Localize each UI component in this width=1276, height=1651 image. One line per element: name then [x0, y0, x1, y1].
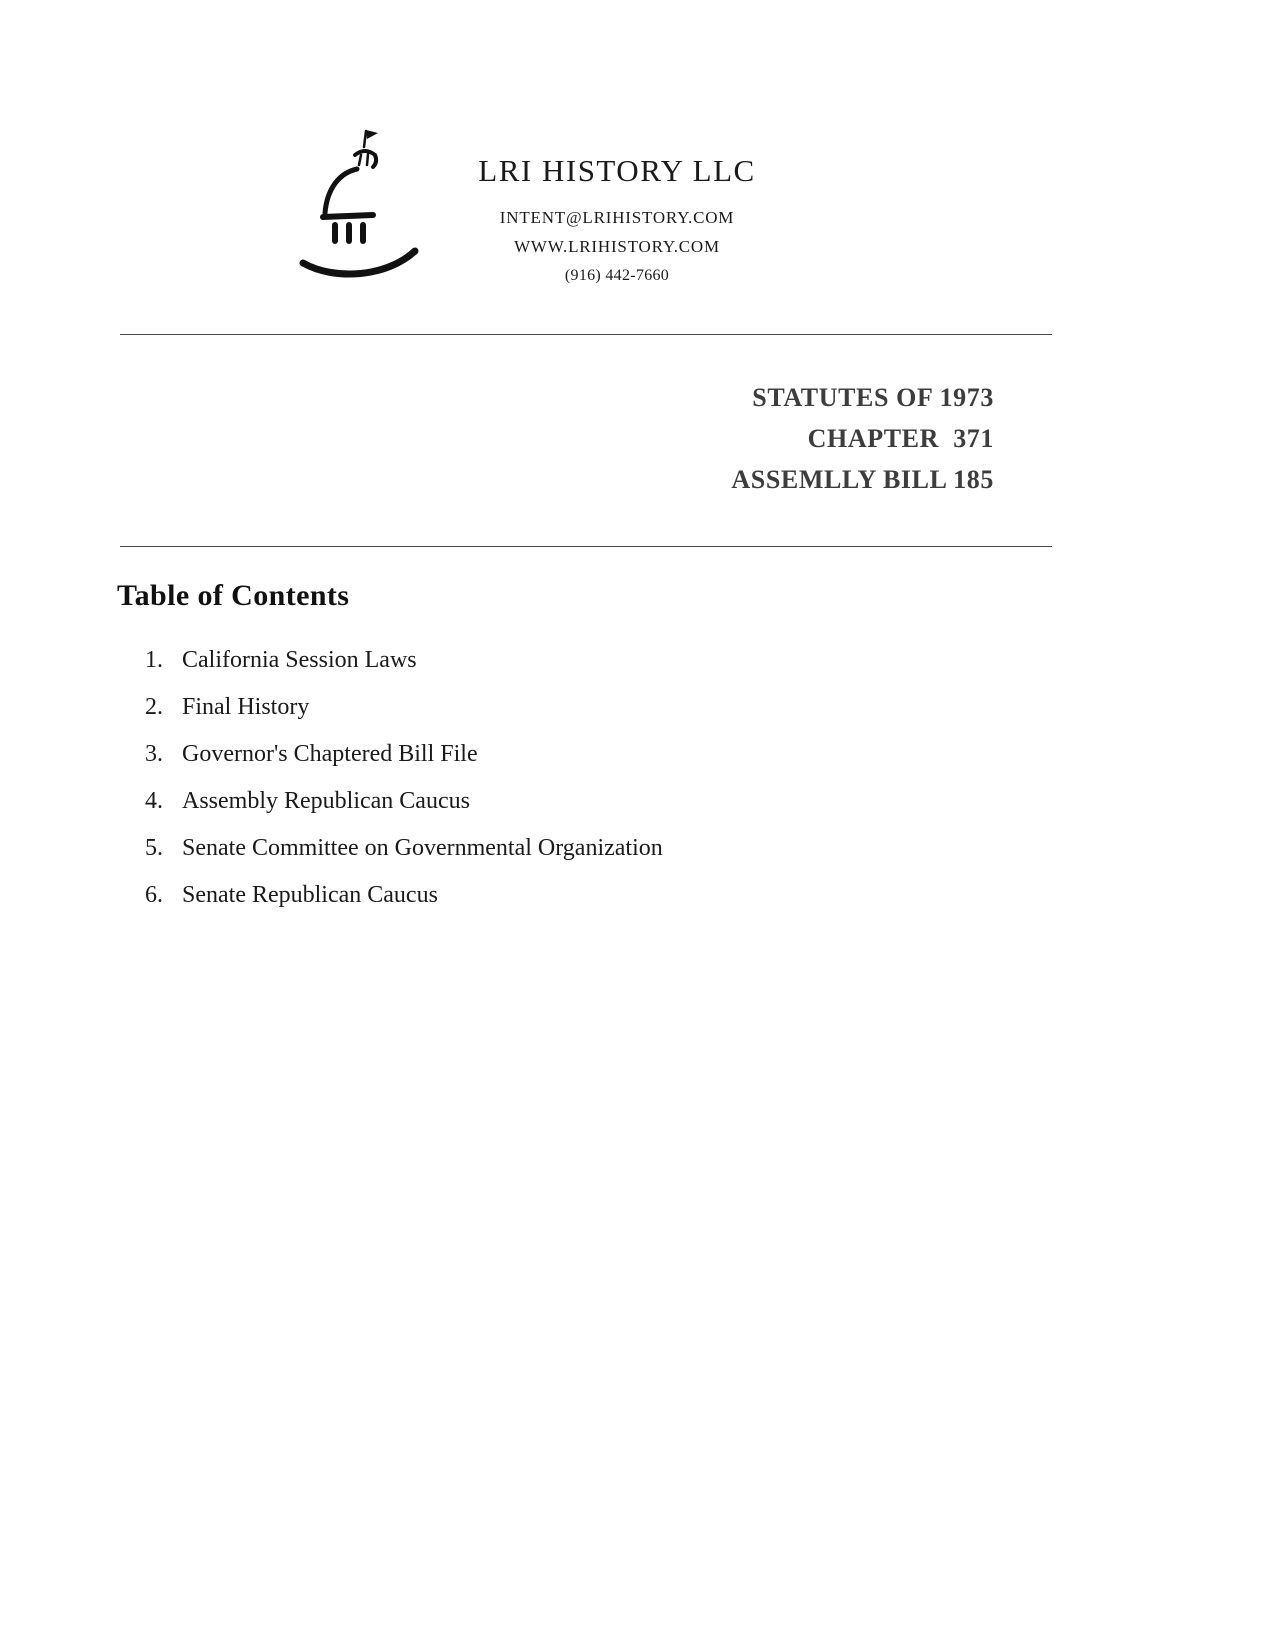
assembly-bill-line: ASSEMLLY BILL 185 — [731, 465, 994, 494]
toc-item-label: Assembly Republican Caucus — [182, 788, 470, 814]
chapter-line: CHAPTER 371 — [807, 424, 994, 453]
toc-item — [145, 741, 1276, 767]
toc-item-number: 1. — [145, 647, 163, 673]
toc-item-label: Senate Committee on Governmental Organization — [182, 835, 663, 861]
toc-list — [145, 647, 1276, 908]
toc-item-label: Final History — [182, 694, 310, 720]
letterhead — [295, 125, 1276, 290]
toc-item — [145, 694, 1276, 720]
capitol-building-icon — [295, 125, 435, 285]
company-website: WWW.LRIHISTORY.COM — [514, 237, 720, 256]
toc-item-number: 2. — [145, 694, 163, 720]
company-phone: (916) 442-7660 — [564, 267, 670, 284]
statutes-year-line: STATUTES OF 1973 — [752, 383, 994, 412]
toc-item-label: Governor's Chaptered Bill File — [182, 741, 478, 767]
divider-bottom — [120, 546, 1052, 547]
toc-item-number: 4. — [145, 788, 163, 814]
toc-item — [145, 788, 1276, 814]
toc-item — [145, 647, 1276, 673]
toc-item — [145, 835, 1276, 861]
toc-item-number: 5. — [145, 835, 163, 861]
toc-item-label: California Session Laws — [182, 647, 417, 673]
toc-item-number: 6. — [145, 882, 163, 908]
company-email: INTENT@LRIHISTORY.COM — [499, 208, 735, 227]
company-name: LRI HISTORY LLC — [478, 153, 756, 188]
statute-title-block — [0, 377, 1276, 500]
letterhead-contact-block — [467, 153, 767, 290]
table-of-contents — [117, 579, 1276, 908]
toc-item — [145, 882, 1276, 908]
divider-top — [120, 334, 1052, 335]
toc-item-number: 3. — [145, 741, 163, 767]
toc-heading: Table of Contents — [117, 579, 350, 612]
toc-item-label: Senate Republican Caucus — [182, 882, 438, 908]
